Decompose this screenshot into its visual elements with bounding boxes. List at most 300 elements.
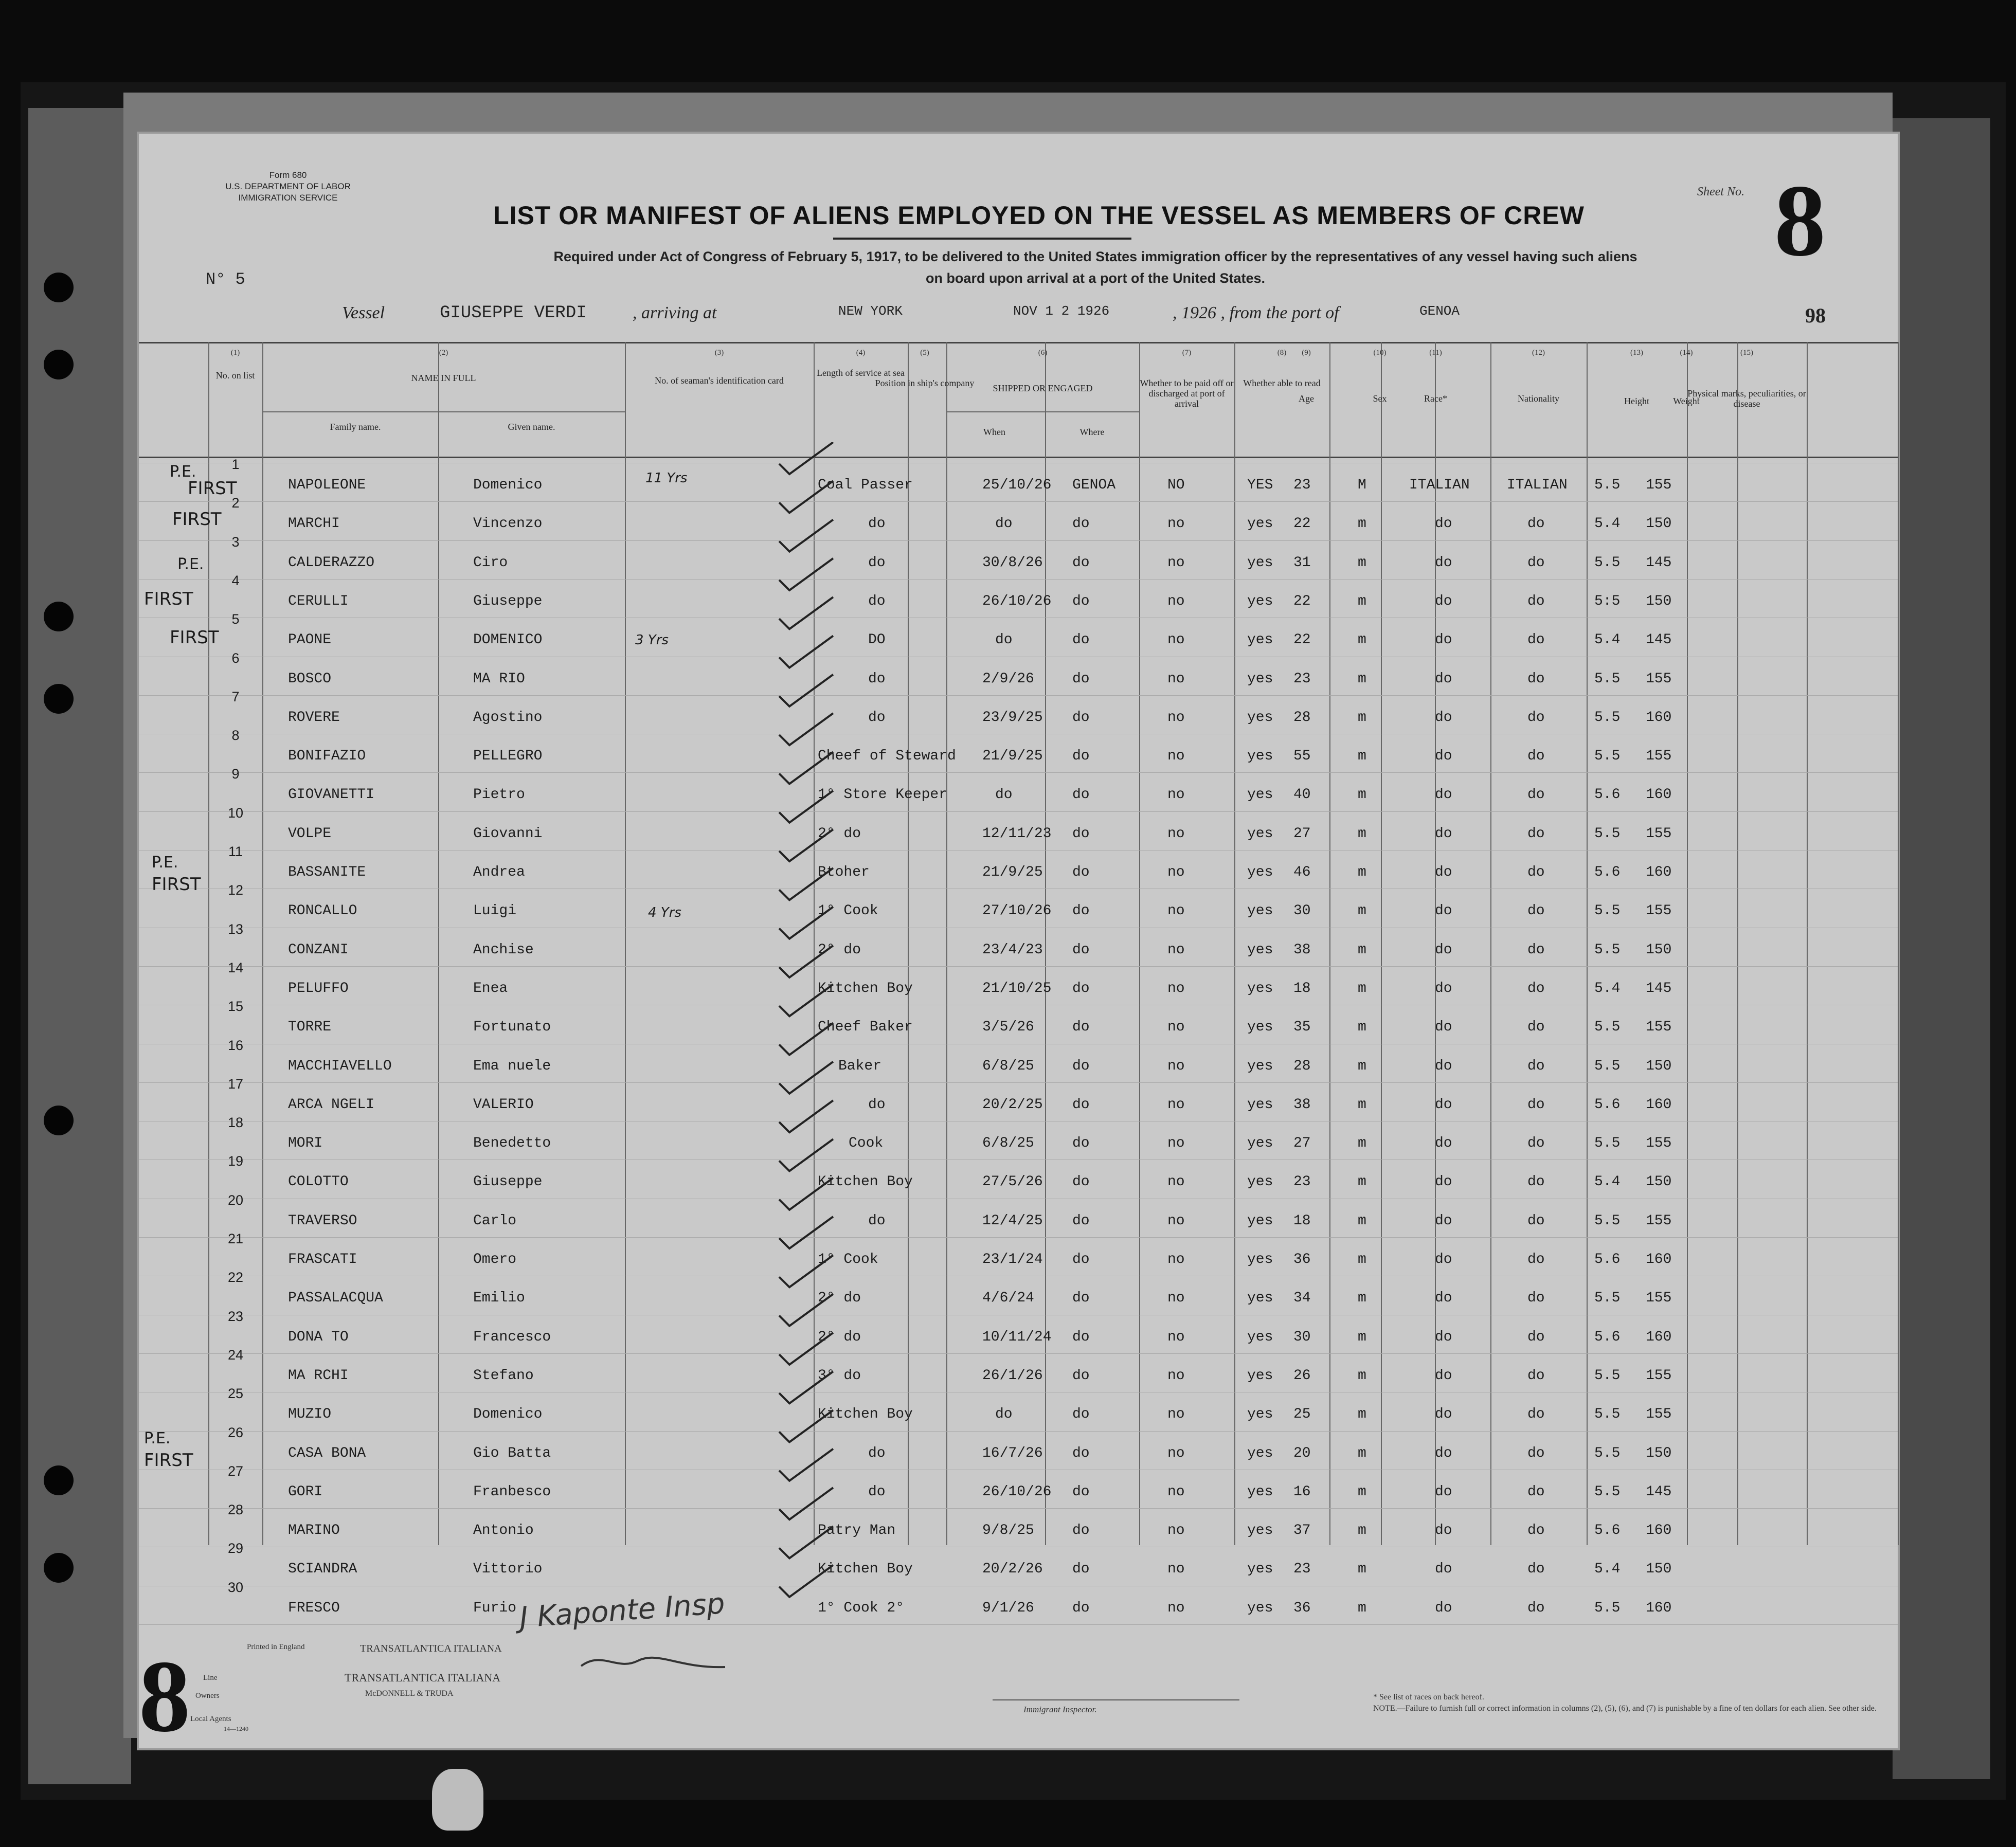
paid-off-cell: no — [1167, 1096, 1185, 1113]
race-cell: do — [1435, 1406, 1452, 1423]
family-name-cell: VOLPE — [288, 825, 332, 842]
weight-cell: 160 — [1646, 1523, 1672, 1539]
paid-off-cell: no — [1167, 1212, 1185, 1229]
sex-cell: m — [1358, 748, 1366, 765]
column-header: Sex — [1373, 393, 1387, 404]
given-name-cell: PELLEGRO — [473, 748, 543, 765]
family-name-cell: MARCHI — [288, 516, 340, 532]
position-cell: Baker — [838, 1058, 882, 1074]
paid-off-cell: no — [1167, 1406, 1185, 1423]
paid-off-cell: no — [1167, 1367, 1185, 1384]
first-mark: FIRST — [144, 1450, 193, 1471]
paid-off-cell: no — [1167, 1600, 1185, 1616]
given-name-cell: Domenico — [473, 1406, 543, 1423]
header-top-rule — [139, 342, 1898, 343]
paid-off-cell: no — [1167, 1483, 1185, 1500]
family-name-cell: ARCA NGELI — [288, 1096, 375, 1113]
punch-hole — [44, 1465, 74, 1495]
shipped-where-cell: do — [1072, 825, 1090, 842]
shipped-where-cell: do — [1072, 1329, 1090, 1345]
shipped-when-cell: 26/1/26 — [982, 1367, 1043, 1384]
able-to-read-cell: yes — [1247, 1252, 1273, 1267]
column-number: (2) — [439, 349, 448, 357]
weight-cell: 155 — [1646, 825, 1672, 842]
weight-cell: 160 — [1646, 1600, 1672, 1616]
footnote-races: * See list of races on back hereof. — [1373, 1693, 1484, 1701]
subheader-rule — [262, 411, 625, 412]
nationality-cell: do — [1527, 709, 1545, 726]
given-name-cell: Omero — [473, 1252, 517, 1267]
column-header: Whether able to read — [1243, 378, 1321, 388]
agents-stamp: McDONNELL & TRUDA — [365, 1689, 454, 1698]
tick-marks — [771, 442, 1059, 1748]
family-name-cell: CALDERAZZO — [288, 554, 375, 571]
weight-cell: 160 — [1646, 709, 1672, 726]
column-header: Given name. — [508, 422, 555, 432]
shipped-when-cell: 10/11/24 — [982, 1329, 1052, 1345]
given-name-cell: Vincenzo — [473, 516, 543, 532]
height-cell: 5.5 — [1594, 477, 1621, 493]
family-name-cell: DONA TO — [288, 1329, 349, 1345]
weight-cell: 155 — [1646, 748, 1672, 765]
row-number: 10 — [227, 805, 244, 821]
height-cell: 5.5 — [1594, 825, 1621, 842]
height-cell: 5.5 — [1594, 1019, 1621, 1036]
given-name-cell: Furio — [473, 1600, 517, 1616]
race-cell: do — [1435, 1096, 1452, 1113]
given-name-cell: Enea — [473, 980, 508, 997]
family-name-cell: MUZIO — [288, 1406, 332, 1423]
check-mark — [779, 1178, 833, 1210]
sheet-number: 8 — [1774, 164, 1826, 278]
subtitle — [355, 246, 1836, 289]
column-number: (7) — [1182, 349, 1192, 357]
column-number: (12) — [1532, 349, 1545, 357]
shipped-when-cell: 4/6/24 — [982, 1290, 1034, 1307]
given-name-cell: Andrea — [473, 864, 525, 880]
shipped-where-cell: do — [1072, 1406, 1090, 1423]
arriving-label: , arriving at — [633, 303, 717, 322]
sex-cell: m — [1358, 980, 1366, 997]
weight-cell: 160 — [1646, 787, 1672, 803]
left-binding-strip — [28, 108, 131, 1784]
age-cell: 22 — [1293, 593, 1311, 609]
shipped-when-cell: 26/10/26 — [982, 593, 1052, 609]
race-cell: do — [1435, 748, 1452, 765]
position-cell: do — [868, 593, 886, 609]
shipped-where-cell: do — [1072, 709, 1090, 726]
paid-off-cell: no — [1167, 1174, 1185, 1190]
column-header: No. on list — [215, 370, 255, 381]
height-cell: 5.5 — [1594, 1290, 1621, 1307]
form-code: 14—1240 — [224, 1725, 248, 1732]
age-cell: 23 — [1293, 1561, 1311, 1578]
column-rule — [1381, 342, 1382, 1545]
able-to-read-cell: yes — [1247, 941, 1273, 958]
weight-cell: 145 — [1646, 980, 1672, 997]
shipped-when-cell: 21/9/25 — [982, 864, 1043, 880]
height-cell: 5:5 — [1594, 593, 1621, 609]
position-cell: 2° do — [818, 941, 861, 958]
pe-mark: P.E. — [152, 854, 178, 872]
race-cell: do — [1435, 632, 1452, 648]
check-mark — [779, 558, 833, 590]
shipped-when-cell: 9/8/25 — [982, 1523, 1034, 1539]
sex-cell: m — [1358, 1329, 1366, 1345]
column-number: (1) — [230, 349, 240, 357]
paid-off-cell: no — [1167, 671, 1185, 687]
shipped-when-cell: 20/2/25 — [982, 1096, 1043, 1113]
check-mark — [779, 984, 833, 1016]
form-number: Form 680 — [269, 170, 307, 180]
weight-cell: 160 — [1646, 1096, 1672, 1113]
height-cell: 5.5 — [1594, 1212, 1621, 1229]
able-to-read-cell: yes — [1247, 1329, 1273, 1345]
able-to-read-cell: yes — [1247, 593, 1273, 609]
given-name-cell: Giuseppe — [473, 593, 543, 609]
column-number: (6) — [1038, 349, 1048, 357]
column-number: (14) — [1680, 349, 1693, 357]
family-name-cell: MARINO — [288, 1523, 340, 1539]
weight-cell: 155 — [1646, 903, 1672, 919]
column-header: No. of seaman's identification card — [655, 375, 784, 386]
shipped-when-cell: 25/10/26 — [982, 477, 1052, 493]
sex-cell: m — [1358, 516, 1366, 532]
column-header: Length of service at sea — [817, 368, 905, 378]
column-rule — [262, 342, 263, 1545]
race-cell: do — [1435, 1058, 1452, 1074]
height-cell: 5.5 — [1594, 1135, 1621, 1152]
weight-cell: 145 — [1646, 1483, 1672, 1500]
weight-cell: 155 — [1646, 1135, 1672, 1152]
race-cell: do — [1435, 593, 1452, 609]
family-name-cell: BOSCO — [288, 671, 332, 687]
given-name-cell: Franbesco — [473, 1483, 551, 1500]
row-number: 5 — [231, 611, 240, 627]
weight-cell: 150 — [1646, 1445, 1672, 1461]
check-mark — [779, 636, 833, 668]
shipped-when-cell: 3/5/26 — [982, 1019, 1034, 1036]
sex-cell: m — [1358, 709, 1366, 726]
position-cell: 1° Cook 2° — [818, 1600, 905, 1616]
position-cell: Cook — [849, 1135, 884, 1152]
shipped-where-cell: do — [1072, 1561, 1090, 1578]
company-stamp: TRANSATLANTICA ITALIANA — [345, 1671, 501, 1684]
column-rule — [1737, 342, 1738, 1545]
height-cell: 5.6 — [1594, 1523, 1621, 1539]
sex-cell: m — [1358, 1096, 1366, 1113]
shipped-where-cell: do — [1072, 748, 1090, 765]
age-cell: 40 — [1293, 787, 1311, 803]
row-number: 24 — [227, 1347, 244, 1363]
race-cell: do — [1435, 1483, 1452, 1500]
department: U.S. DEPARTMENT OF LABOR — [225, 182, 351, 191]
position-cell: 2° do — [818, 1329, 861, 1345]
race-cell: do — [1435, 1445, 1452, 1461]
nationality-cell: do — [1527, 903, 1545, 919]
position-cell: do — [868, 671, 886, 687]
able-to-read-cell: yes — [1247, 903, 1273, 919]
height-cell: 5.5 — [1594, 1058, 1621, 1074]
column-number: (10) — [1373, 349, 1387, 357]
nationality-cell: do — [1527, 1483, 1545, 1500]
vessel-line — [139, 303, 1898, 329]
punch-hole — [44, 1106, 74, 1135]
line-label: Line — [203, 1674, 218, 1682]
able-to-read-cell: yes — [1247, 1058, 1273, 1074]
row-number: 7 — [231, 689, 240, 704]
check-mark — [779, 1449, 833, 1481]
position-cell: 2° do — [818, 825, 861, 842]
position-cell: do — [868, 1445, 886, 1461]
paid-off-cell: no — [1167, 864, 1185, 880]
age-cell: 25 — [1293, 1406, 1311, 1423]
nationality-cell: do — [1527, 941, 1545, 958]
age-cell: 34 — [1293, 1290, 1311, 1307]
column-number: (13) — [1630, 349, 1643, 357]
race-cell: do — [1435, 1019, 1452, 1036]
weight-cell: 155 — [1646, 1212, 1672, 1229]
weight-cell: 160 — [1646, 1329, 1672, 1345]
footnote-penalty: NOTE.—Failure to furnish full or correct information in columns (2), (5), (6), and (7) is punishable by a fine of ten dollars for each alien. See other side. — [1373, 1704, 1877, 1713]
given-name-cell: Ema nuele — [473, 1058, 551, 1074]
race-cell: do — [1435, 709, 1452, 726]
able-to-read-cell: yes — [1247, 1212, 1273, 1229]
age-cell: 38 — [1293, 941, 1311, 958]
nationality-cell: do — [1527, 1367, 1545, 1384]
nationality-cell: do — [1527, 632, 1545, 648]
given-name-cell: Antonio — [473, 1523, 534, 1539]
given-name-cell: Giovanni — [473, 825, 543, 842]
age-cell: 23 — [1293, 477, 1311, 493]
shipped-when-cell: 16/7/26 — [982, 1445, 1043, 1461]
shipped-when-cell: do — [995, 632, 1013, 648]
position-cell: Kitchen Boy — [818, 1561, 913, 1578]
shipped-where-cell: do — [1072, 554, 1090, 571]
punch-hole — [44, 273, 74, 302]
paid-off-cell: no — [1167, 1290, 1185, 1307]
pe-mark: P.E. — [144, 1429, 171, 1447]
able-to-read-cell: yes — [1247, 1096, 1273, 1113]
age-cell: 27 — [1293, 825, 1311, 842]
height-cell: 5.5 — [1594, 941, 1621, 958]
check-mark — [779, 1100, 833, 1132]
check-mark — [779, 597, 833, 629]
manifest-sheet — [139, 134, 1898, 1753]
service: IMMIGRATION SERVICE — [238, 193, 338, 203]
check-mark — [779, 442, 833, 474]
nationality-cell: do — [1527, 1252, 1545, 1267]
position-cell: Cheef Baker — [818, 1019, 913, 1036]
weight-cell: 155 — [1646, 1290, 1672, 1307]
height-cell: 5.5 — [1594, 1406, 1621, 1423]
column-header: Family name. — [330, 422, 381, 432]
paid-off-cell: no — [1167, 554, 1185, 571]
position-cell: Btoher — [818, 864, 870, 880]
family-name-cell: TRAVERSO — [288, 1212, 357, 1229]
nationality-cell: do — [1527, 980, 1545, 997]
sex-cell: m — [1358, 1600, 1366, 1616]
row-number: 4 — [231, 572, 240, 588]
row-number: 20 — [227, 1192, 244, 1208]
paid-off-cell: no — [1167, 980, 1185, 997]
shipped-where-cell: do — [1072, 1523, 1090, 1539]
column-header: Nationality — [1518, 393, 1559, 404]
nationality-cell: do — [1527, 787, 1545, 803]
race-cell: do — [1435, 1174, 1452, 1190]
height-cell: 5.4 — [1594, 1561, 1621, 1578]
nationality-cell: do — [1527, 1212, 1545, 1229]
position-cell: 1° Store Keeper — [818, 787, 948, 803]
first-mark: FIRST — [152, 874, 201, 895]
column-header: SHIPPED OR ENGAGED — [993, 383, 1093, 393]
column-rule — [1898, 342, 1899, 1545]
height-cell: 5.5 — [1594, 671, 1621, 687]
paid-off-cell: no — [1167, 787, 1185, 803]
able-to-read-cell: yes — [1247, 1019, 1273, 1036]
check-mark — [779, 791, 833, 823]
row-number: 9 — [231, 766, 240, 782]
family-name-cell: PAONE — [288, 632, 332, 648]
race-cell: do — [1435, 864, 1452, 880]
given-name-cell: Emilio — [473, 1290, 525, 1307]
position-cell: Kitchen Boy — [818, 1406, 913, 1423]
height-cell: 5.4 — [1594, 980, 1621, 997]
given-name-cell: Gio Batta — [473, 1445, 551, 1461]
column-number: (3) — [714, 349, 724, 357]
service-note: 3 Yrs — [635, 632, 669, 648]
family-name-cell: MORI — [288, 1135, 323, 1152]
sex-cell: m — [1358, 1483, 1366, 1500]
nationality-cell: do — [1527, 1135, 1545, 1152]
nationality-cell: do — [1527, 1096, 1545, 1113]
column-rule — [1807, 342, 1808, 1545]
subheader-rule — [946, 411, 1139, 412]
nationality-cell: do — [1527, 1290, 1545, 1307]
list-number: N° 5 — [206, 270, 245, 289]
paid-off-cell: no — [1167, 941, 1185, 958]
column-header: Where — [1079, 427, 1105, 437]
able-to-read-cell: yes — [1247, 1174, 1273, 1190]
row-number: 15 — [227, 999, 244, 1015]
position-cell: Kitchen Boy — [818, 980, 913, 997]
title-underline — [833, 238, 1131, 240]
position-cell: do — [868, 1096, 886, 1113]
from-port: GENOA — [1419, 303, 1460, 319]
check-mark — [779, 713, 833, 745]
sex-cell: m — [1358, 554, 1366, 571]
weight-cell: 160 — [1646, 864, 1672, 880]
check-mark — [779, 1371, 833, 1403]
sex-cell: m — [1358, 671, 1366, 687]
shipped-when-cell: 27/5/26 — [982, 1174, 1043, 1190]
position-cell: 1° Cook — [818, 1252, 878, 1267]
shipped-where-cell: do — [1072, 1212, 1090, 1229]
paid-off-cell: no — [1167, 1523, 1185, 1539]
column-rule — [625, 342, 626, 1545]
check-mark — [779, 1217, 833, 1248]
row-number: 23 — [227, 1308, 244, 1324]
position-cell: Coal Passer — [818, 477, 913, 493]
family-name-cell: GORI — [288, 1483, 323, 1500]
given-name-cell: Anchise — [473, 941, 534, 958]
shipped-when-cell: do — [995, 1406, 1013, 1423]
column-header: Physical marks, peculiarities, or disease — [1687, 388, 1806, 409]
able-to-read-cell: yes — [1247, 1445, 1273, 1461]
position-cell: 3° do — [818, 1367, 861, 1384]
column-header: Whether to be paid off or discharged at port of arrival — [1140, 378, 1234, 409]
age-cell: 18 — [1293, 980, 1311, 997]
check-mark — [779, 1062, 833, 1094]
vessel-label: Vessel — [342, 303, 385, 322]
sex-cell: m — [1358, 593, 1366, 609]
paid-off-cell: no — [1167, 1019, 1185, 1036]
paid-off-cell: no — [1167, 709, 1185, 726]
weight-cell: 145 — [1646, 632, 1672, 648]
shipped-when-cell: 12/11/23 — [982, 825, 1052, 842]
able-to-read-cell: yes — [1247, 1406, 1273, 1423]
punch-hole — [44, 684, 74, 714]
column-header: Height — [1624, 396, 1649, 406]
shipped-when-cell: 26/10/26 — [982, 1483, 1052, 1500]
arrival-date-stamp: NOV 1 2 1926 — [1013, 303, 1110, 319]
nationality-cell: ITALIAN — [1507, 477, 1568, 493]
corner-number: 98 — [1805, 304, 1826, 327]
paid-off-cell: no — [1167, 593, 1185, 609]
race-cell: do — [1435, 825, 1452, 842]
nationality-cell: do — [1527, 1600, 1545, 1616]
row-number: 14 — [227, 959, 244, 975]
age-cell: 23 — [1293, 1174, 1311, 1190]
sheet-label: Sheet No. — [1697, 185, 1744, 198]
pe-mark: P.E. — [170, 463, 196, 481]
nationality-cell: do — [1527, 1329, 1545, 1345]
able-to-read-cell: yes — [1247, 1523, 1273, 1539]
check-mark — [779, 520, 833, 552]
height-cell: 5.5 — [1594, 1445, 1621, 1461]
given-name-cell: Luigi — [473, 903, 517, 919]
weight-cell: 145 — [1646, 554, 1672, 571]
family-name-cell: BASSANITE — [288, 864, 366, 880]
able-to-read-cell: yes — [1247, 787, 1273, 803]
able-to-read-cell: yes — [1247, 632, 1273, 648]
weight-cell: 160 — [1646, 1252, 1672, 1267]
race-cell: do — [1435, 903, 1452, 919]
race-cell: do — [1435, 1252, 1452, 1267]
nationality-cell: do — [1527, 1174, 1545, 1190]
row-number: 27 — [227, 1463, 244, 1479]
age-cell: 28 — [1293, 1058, 1311, 1074]
weight-cell: 150 — [1646, 941, 1672, 958]
able-to-read-cell: yes — [1247, 671, 1273, 687]
shipped-when-cell: 23/1/24 — [982, 1252, 1043, 1267]
shipped-where-cell: do — [1072, 864, 1090, 880]
position-cell: do — [868, 1483, 886, 1500]
sex-cell: m — [1358, 1445, 1366, 1461]
sex-cell: m — [1358, 1561, 1366, 1578]
first-mark: FIRST — [188, 478, 237, 499]
shipped-where-cell: do — [1072, 1483, 1090, 1500]
paper-tab — [432, 1769, 483, 1831]
family-name-cell: NAPOLEONE — [288, 477, 366, 493]
age-cell: 36 — [1293, 1252, 1311, 1267]
race-cell: do — [1435, 1329, 1452, 1345]
row-number: 29 — [227, 1541, 244, 1556]
given-name-cell: Ciro — [473, 554, 508, 571]
weight-cell: 155 — [1646, 671, 1672, 687]
nationality-cell: do — [1527, 864, 1545, 880]
able-to-read-cell: yes — [1247, 1600, 1273, 1616]
